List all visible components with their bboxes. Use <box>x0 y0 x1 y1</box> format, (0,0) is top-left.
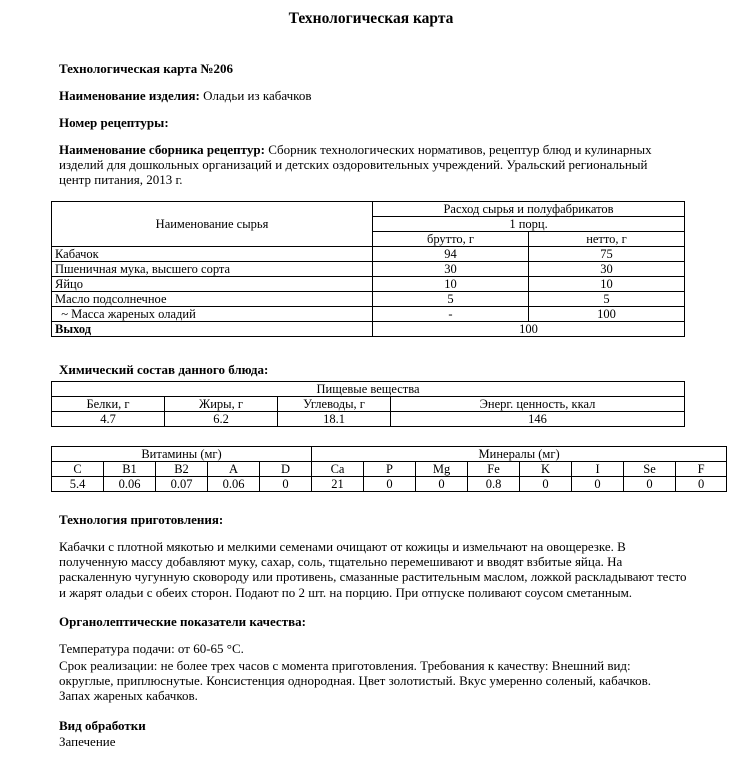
processing-heading: Вид обработки <box>59 718 146 733</box>
nutrients-header: Пищевые вещества <box>52 382 685 397</box>
yield-value: 100 <box>373 322 685 337</box>
product-line <box>59 88 689 104</box>
nutrients-table <box>51 381 685 427</box>
vitamin-b1-label: B1 <box>104 462 156 477</box>
yield-row <box>52 322 685 337</box>
vitamin-a-value: 0.06 <box>208 477 260 492</box>
mineral-k-label: K <box>520 462 572 477</box>
product-label: Наименование изделия: <box>59 88 200 103</box>
table-row <box>52 307 685 322</box>
mineral-i-label: I <box>572 462 624 477</box>
carbs-value: 18.1 <box>278 412 391 427</box>
ingredient-name: Яйцо <box>52 277 373 292</box>
table-row <box>52 292 685 307</box>
quality-text: Срок реализации: не более трех часов с момента приготовления. Требования к качеству: Внешний вид: округлые, приплюснутые. Консистенция однородная. Цвет золотистый. Вкус умеренно соленый, кабачков. Запах жареных кабачков. <box>59 658 652 704</box>
mineral-ca-label: Ca <box>312 462 364 477</box>
vitamin-d-value: 0 <box>260 477 312 492</box>
organoleptic-heading: Органолептические показатели качества: <box>59 614 306 629</box>
recipe-number-label: Номер рецептуры: <box>59 115 169 130</box>
proteins-label: Белки, г <box>52 397 165 412</box>
mineral-mg-label: Mg <box>416 462 468 477</box>
technology-heading: Технология приготовления: <box>59 512 224 527</box>
ingredient-net: 10 <box>529 277 685 292</box>
mineral-i-value: 0 <box>572 477 624 492</box>
col-gross-header: брутто, г <box>373 232 529 247</box>
vitamins-minerals-table <box>51 446 727 492</box>
fats-value: 6.2 <box>165 412 278 427</box>
carbs-label: Углеводы, г <box>278 397 391 412</box>
yield-label: Выход <box>52 322 373 337</box>
mineral-f-value: 0 <box>676 477 727 492</box>
mineral-ca-value: 21 <box>312 477 364 492</box>
col-net-header: нетто, г <box>529 232 685 247</box>
ingredient-gross: 5 <box>373 292 529 307</box>
col-portion-header: 1 порц. <box>373 217 685 232</box>
ingredient-net: 75 <box>529 247 685 262</box>
ingredient-gross: 30 <box>373 262 529 277</box>
collection-value: Сборник технологических нормативов, рецептур блюд и кулинарных изделий для дошкольных организаций и детских оздоровительных учреждений. Уральский региональный центр питания, 2013 г. <box>59 142 652 188</box>
mineral-f-label: F <box>676 462 727 477</box>
mineral-fe-label: Fe <box>468 462 520 477</box>
mineral-mg-value: 0 <box>416 477 468 492</box>
col-consumption-header: Расход сырья и полуфабрикатов <box>373 202 685 217</box>
card-number: Технологическая карта №206 <box>59 61 234 76</box>
page-title: Технологическая карта <box>288 10 454 27</box>
chem-heading: Химический состав данного блюда: <box>59 362 269 377</box>
mineral-p-label: P <box>364 462 416 477</box>
ingredient-gross: 94 <box>373 247 529 262</box>
vitamin-c-label: C <box>52 462 104 477</box>
technology-text: Кабачки с плотной мякотью и мелкими семенами очищают от кожицы и измельчают на овощерезке. В полученную массу добавляют муку, сахар, соль, тщательно перемешивают и вводят взбитые яйца. На раскаленную чугунную сковороду или противень, смазанные растительным маслом, ложкой раскладывают тесто и жарят оладьи с обеих сторон. Подают по 2 шт. на порцию. При отпуске поливают соусом сметанным. <box>59 539 687 600</box>
mineral-fe-value: 0.8 <box>468 477 520 492</box>
ingredients-table <box>51 201 685 337</box>
energy-value: 146 <box>391 412 685 427</box>
table-row <box>52 247 685 262</box>
vitamin-b2-label: B2 <box>156 462 208 477</box>
fats-label: Жиры, г <box>165 397 278 412</box>
product-value: Оладьи из кабачков <box>199 88 312 103</box>
table-row <box>52 262 685 277</box>
collection-line <box>59 142 679 188</box>
vitamin-b2-value: 0.07 <box>156 477 208 492</box>
mineral-se-value: 0 <box>624 477 676 492</box>
recipe-number-line <box>59 115 689 131</box>
vitamin-a-label: A <box>208 462 260 477</box>
mineral-p-value: 0 <box>364 477 416 492</box>
ingredient-name: Кабачок <box>52 247 373 262</box>
ingredient-gross: 10 <box>373 277 529 292</box>
ingredient-name: ~ Масса жареных оладий <box>52 307 373 322</box>
serving-temperature: Температура подачи: от 60-65 °C. <box>59 641 244 656</box>
energy-label: Энерг. ценность, ккал <box>391 397 685 412</box>
collection-label: Наименование сборника рецептур: <box>59 142 265 157</box>
col-name-header: Наименование сырья <box>52 202 373 247</box>
vitamin-d-label: D <box>260 462 312 477</box>
mineral-k-value: 0 <box>520 477 572 492</box>
ingredient-name: Пшеничная мука, высшего сорта <box>52 262 373 277</box>
ingredient-net: 30 <box>529 262 685 277</box>
ingredient-name: Масло подсолнечное <box>52 292 373 307</box>
table-row <box>52 277 685 292</box>
vitamins-header: Витамины (мг) <box>52 447 312 462</box>
ingredient-net: 100 <box>529 307 685 322</box>
mineral-se-label: Se <box>624 462 676 477</box>
vitamin-b1-value: 0.06 <box>104 477 156 492</box>
ingredient-net: 5 <box>529 292 685 307</box>
minerals-header: Минералы (мг) <box>312 447 727 462</box>
ingredient-gross: - <box>373 307 529 322</box>
processing-value: Запечение <box>59 734 116 749</box>
proteins-value: 4.7 <box>52 412 165 427</box>
vitamin-c-value: 5.4 <box>52 477 104 492</box>
